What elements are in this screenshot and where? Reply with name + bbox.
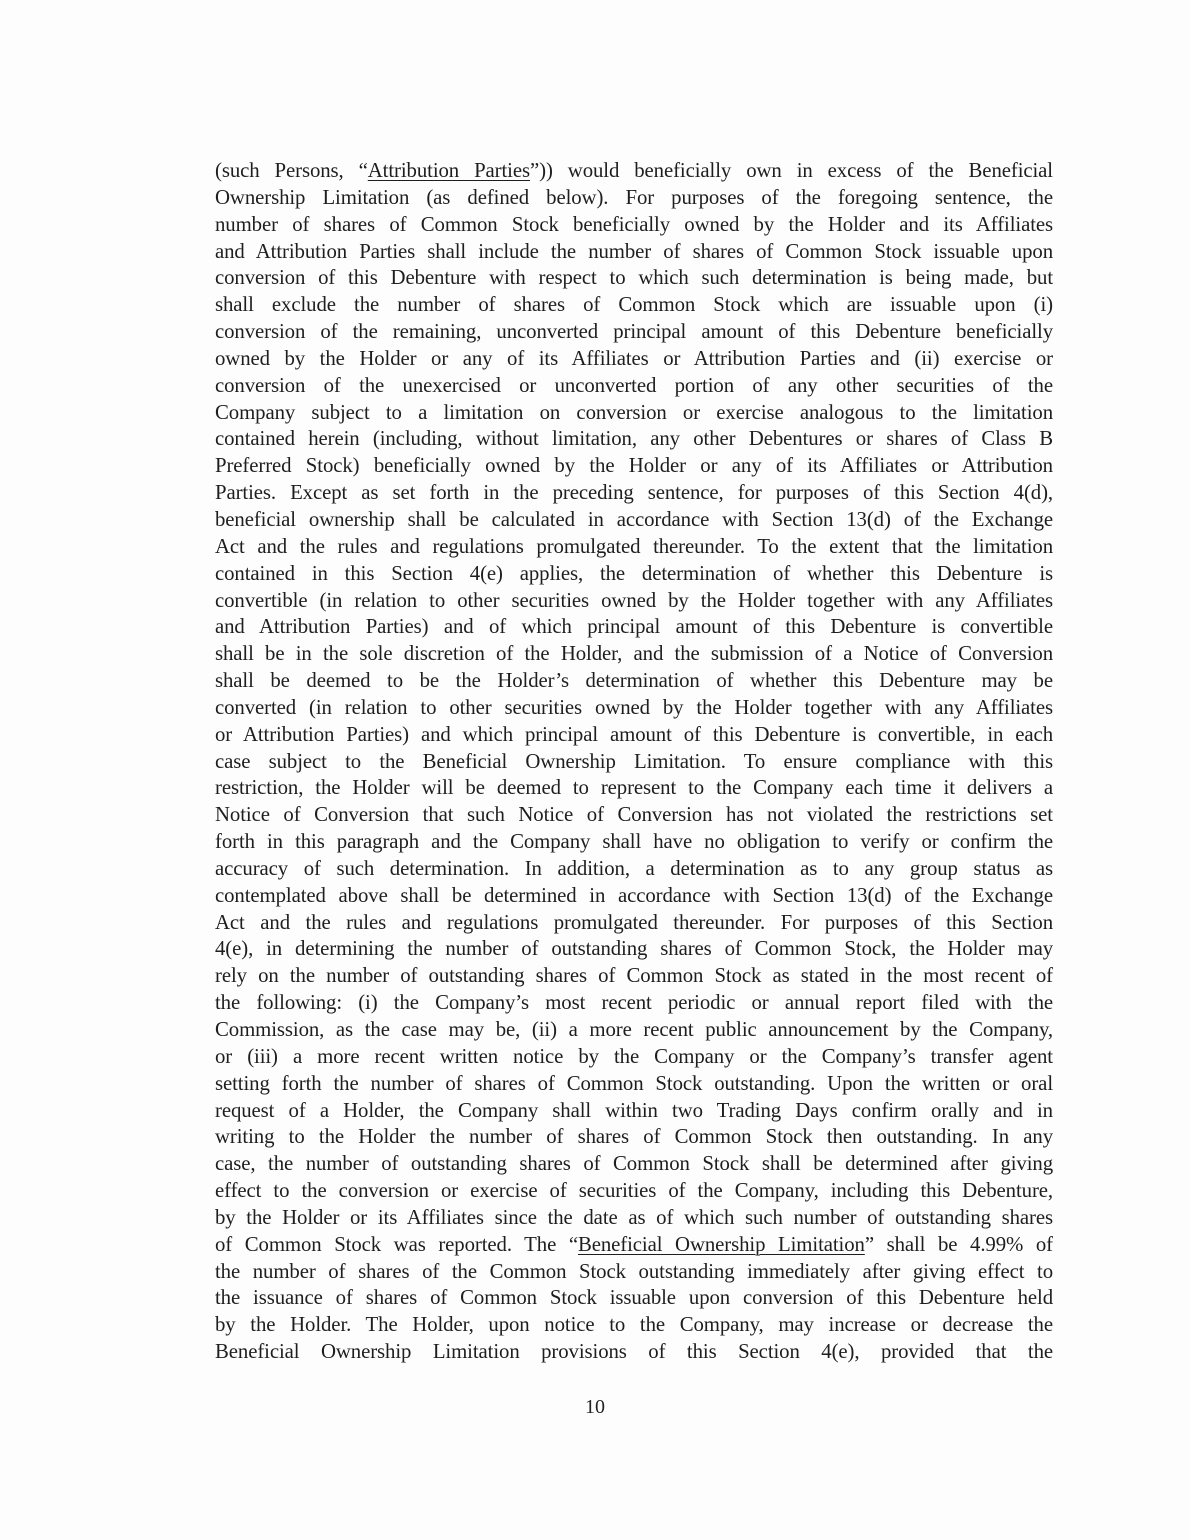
text-line: [215, 212, 1053, 239]
text-segment: Act and the rules and regulations promulgated thereunder. To the extent that the limitation: [215, 534, 1053, 558]
text-line: [215, 1071, 1053, 1098]
text-line: [215, 1339, 1053, 1366]
text-line: [215, 319, 1053, 346]
text-segment: Act and the rules and regulations promulgated thereunder. For purposes of this Section: [215, 910, 1053, 934]
text-line: [215, 561, 1053, 588]
text-segment: converted (in relation to other securities owned by the Holder together with any Affiliates: [215, 695, 1053, 719]
text-line: [215, 1285, 1053, 1312]
text-segment: Parties. Except as set forth in the preceding sentence, for purposes of this Section 4(d),: [215, 481, 1053, 505]
defined-term: Attribution Parties: [367, 159, 530, 182]
text-line: [215, 775, 1053, 802]
text-segment: case subject to the Beneficial Ownership Limitation. To ensure compliance with this: [215, 749, 1053, 773]
text-segment: Beneficial Ownership Limitation provisions of this Section 4(e), provided that the: [215, 1340, 1053, 1364]
text-line: [215, 641, 1053, 668]
text-line: [215, 292, 1053, 319]
text-line: [215, 1205, 1053, 1232]
text-line: [215, 802, 1053, 829]
text-segment: shall exclude the number of shares of Common Stock which are issuable upon (i): [215, 293, 1053, 317]
text-line: [215, 883, 1053, 910]
text-segment: 4(e), in determining the number of outstanding shares of Common Stock, the Holder may: [215, 937, 1053, 961]
text-segment: accuracy of such determination. In addition, a determination as to any group status as: [215, 856, 1053, 880]
body-paragraph: [215, 158, 1053, 1366]
text-line: [215, 480, 1053, 507]
text-segment: owned by the Holder or any of its Affiliates or Attribution Parties and (ii) exercise or: [215, 346, 1053, 370]
text-line: [215, 1178, 1053, 1205]
text-segment: conversion of the unexercised or unconverted portion of any other securities of the: [215, 373, 1053, 397]
text-line: [215, 722, 1053, 749]
text-segment: Commission, as the case may be, (ii) a more recent public announcement by the Company,: [215, 1018, 1053, 1041]
text-segment: or (iii) a more recent written notice by the Company or the Company’s transfer agent: [215, 1044, 1053, 1068]
text-segment: ”)) would beneficially own in excess of the Beneficial: [530, 159, 1053, 182]
text-segment: by the Holder or its Affiliates since the date as of which such number of outstanding shares: [215, 1205, 1053, 1229]
text-segment: effect to the conversion or exercise of securities of the Company, including this Debenture,: [215, 1179, 1053, 1203]
text-line: [215, 695, 1053, 722]
text-line: [215, 1232, 1053, 1259]
text-line: [215, 1259, 1053, 1286]
text-segment: the following: (i) the Company’s most recent periodic or annual report filed with the: [215, 991, 1053, 1015]
text-segment: of Common Stock was reported. The “: [215, 1232, 578, 1256]
text-line: [215, 614, 1053, 641]
text-segment: or Attribution Parties) and which principal amount of this Debenture is convertible, in each: [215, 722, 1053, 746]
text-line: [215, 1151, 1053, 1178]
text-line: [215, 185, 1053, 212]
text-line: [215, 990, 1053, 1017]
text-segment: ” shall be 4.99% of: [864, 1232, 1053, 1256]
text-line: [215, 239, 1053, 266]
text-segment: Notice of Conversion that such Notice of Conversion has not violated the restrictions set: [215, 803, 1053, 827]
text-segment: the issuance of shares of Common Stock issuable upon conversion of this Debenture held: [215, 1286, 1053, 1310]
text-line: [215, 856, 1053, 883]
text-segment: contained in this Section 4(e) applies, the determination of whether this Debenture is: [215, 561, 1053, 585]
text-segment: contained herein (including, without limitation, any other Debentures or shares of Class B: [215, 427, 1053, 451]
text-line: [215, 749, 1053, 776]
text-segment: conversion of this Debenture with respect to which such determination is being made, but: [215, 266, 1053, 290]
text-line: [215, 1017, 1053, 1044]
page-number: 10: [585, 1396, 605, 1418]
text-segment: setting forth the number of shares of Common Stock outstanding. Upon the written or oral: [215, 1071, 1053, 1095]
text-segment: Company subject to a limitation on conversion or exercise analogous to the limitation: [215, 400, 1053, 424]
text-segment: forth in this paragraph and the Company shall have no obligation to verify or confirm the: [215, 830, 1053, 854]
text-line: [215, 936, 1053, 963]
text-segment: convertible (in relation to other securities owned by the Holder together with any Affiliates: [215, 588, 1053, 612]
text-line: [215, 400, 1053, 427]
text-segment: request of a Holder, the Company shall within two Trading Days confirm orally and in: [215, 1098, 1053, 1122]
text-segment: and Attribution Parties shall include the number of shares of Common Stock issuable upon: [215, 239, 1053, 263]
text-segment: conversion of the remaining, unconverted principal amount of this Debenture beneficially: [215, 320, 1053, 344]
text-line: [215, 265, 1053, 292]
text-line: [215, 588, 1053, 615]
text-line: [215, 1044, 1053, 1071]
text-line: [215, 373, 1053, 400]
text-line: [215, 829, 1053, 856]
text-segment: rely on the number of outstanding shares of Common Stock as stated in the most recent of: [215, 964, 1053, 988]
text-line: [215, 1098, 1053, 1125]
text-segment: by the Holder. The Holder, upon notice to the Company, may increase or decrease the: [215, 1313, 1053, 1337]
text-line: [215, 963, 1053, 990]
text-segment: (such Persons, “: [215, 159, 368, 182]
text-segment: contemplated above shall be determined in accordance with Section 13(d) of the Exchange: [215, 883, 1053, 907]
text-line: [215, 1124, 1053, 1151]
text-line: [215, 534, 1053, 561]
text-segment: case, the number of outstanding shares of Common Stock shall be determined after giving: [215, 1152, 1053, 1176]
text-segment: number of shares of Common Stock beneficially owned by the Holder and its Affiliates: [215, 212, 1053, 236]
text-line: [215, 158, 1053, 185]
text-segment: Preferred Stock) beneficially owned by the Holder or any of its Affiliates or Attribution: [215, 454, 1053, 478]
text-line: [215, 453, 1053, 480]
text-line: [215, 346, 1053, 373]
text-segment: restriction, the Holder will be deemed to represent to the Company each time it delivers a: [215, 776, 1053, 800]
text-segment: shall be deemed to be the Holder’s determination of whether this Debenture may be: [215, 669, 1053, 693]
text-segment: shall be in the sole discretion of the Holder, and the submission of a Notice of Conversion: [215, 642, 1053, 666]
text-segment: and Attribution Parties) and of which principal amount of this Debenture is convertible: [215, 615, 1053, 639]
text-segment: Ownership Limitation (as defined below). For purposes of the foregoing sentence, the: [215, 185, 1053, 209]
defined-term: Beneficial Ownership Limitation: [577, 1232, 865, 1256]
text-line: [215, 507, 1053, 534]
text-line: [215, 910, 1053, 937]
text-line: [215, 668, 1053, 695]
text-segment: the number of shares of the Common Stock outstanding immediately after giving effect to: [215, 1259, 1053, 1283]
text-segment: writing to the Holder the number of shares of Common Stock then outstanding. In any: [215, 1125, 1053, 1149]
text-line: [215, 1312, 1053, 1339]
text-line: [215, 426, 1053, 453]
text-segment: beneficial ownership shall be calculated in accordance with Section 13(d) of the Exchange: [215, 507, 1053, 531]
